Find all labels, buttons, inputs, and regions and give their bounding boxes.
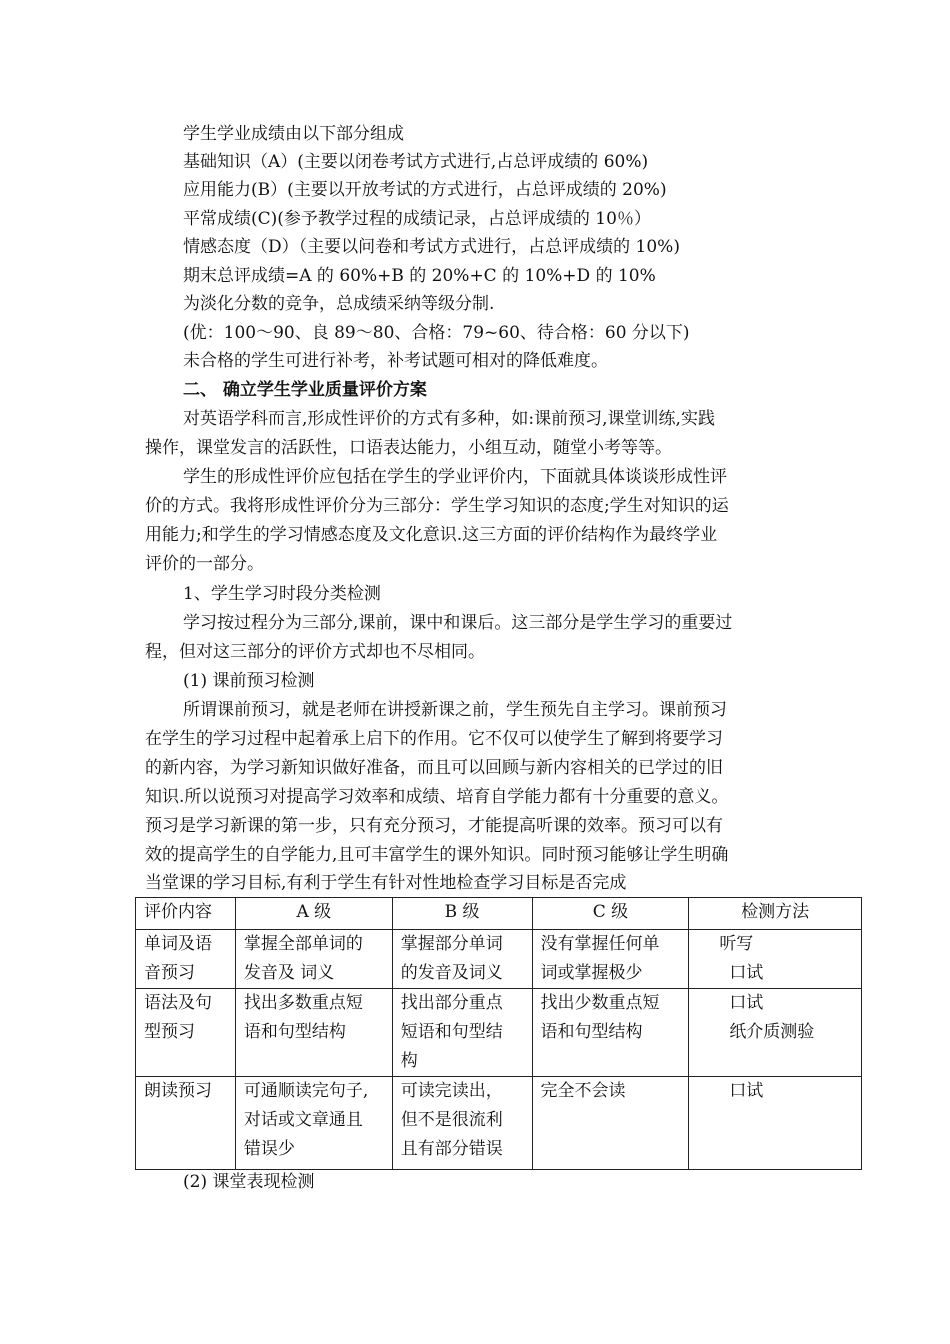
cell-text: 没有掌握任何单 [540, 934, 660, 954]
table-row [136, 1077, 862, 1170]
section-heading: 二、 确立学生学业质量评价方案 [183, 380, 427, 400]
cell-text: 语和句型结构 [243, 1022, 346, 1042]
cell-text: 但不是很流利 [400, 1110, 503, 1130]
text-line: 期末总评成绩=A 的 60%+B 的 20%+C 的 10%+D 的 10% [183, 266, 656, 286]
paragraph-line: 的新内容，为学习新知识做好准备，而且可以回顾与新内容相关的已学过的旧 [145, 758, 723, 778]
cell-text: 发音及 词义 [243, 963, 335, 983]
paragraph-line: 预习是学习新课的第一步，只有充分预习，才能提高听课的效率。预习可以有 [145, 816, 723, 836]
cell-text: 短语和句型结 [400, 1022, 503, 1042]
table-cell [689, 1077, 862, 1170]
cell-text: 听写 [719, 934, 754, 954]
text-line: (优：100～90、良 89～80、合格：79~60、待合格：60 分以下) [183, 323, 690, 343]
table-cell [136, 989, 236, 1077]
table-cell [532, 989, 689, 1077]
table-cell [689, 930, 862, 989]
text-line: 情感态度（D）（主要以问卷和考试方式进行，占总评成绩的 10%) [183, 237, 680, 257]
table-row [136, 989, 862, 1077]
text-line: 平常成绩(C)(参予教学过程的成绩记录，占总评成绩的 10％） [183, 209, 651, 229]
cell-text: 错误少 [243, 1139, 295, 1159]
paragraph-line: 用能力;和学生的学习情感态度及文化意识.这三方面的评价结构作为最终学业 [145, 525, 718, 545]
cell-text: 找出多数重点短 [243, 993, 363, 1013]
text-line: 为淡化分数的竞争，总成绩采纳等级分制. [183, 294, 495, 314]
table-cell [689, 989, 862, 1077]
cell-text: 口试 [729, 963, 764, 983]
cell-text: 找出少数重点短 [540, 993, 660, 1013]
paragraph-line: 当堂课的学习目标,有利于学生有针对性地检查学习目标是否完成 [145, 873, 627, 893]
cell-text: 且有部分错误 [400, 1139, 503, 1159]
cell-text: 型预习 [144, 1022, 195, 1042]
table-row [136, 930, 862, 989]
paragraph-line: 学生的形成性评价应包括在学生的学业评价内，下面就具体谈谈形成性评 [183, 467, 727, 487]
cell-text: 语和句型结构 [540, 1022, 643, 1042]
subsection-heading: (2) 课堂表现检测 [183, 1172, 315, 1192]
text-line: 应用能力(B）(主要以开放考试的方式进行，占总评成绩的 20%) [183, 180, 667, 200]
subsection-heading: 1、学生学习时段分类检测 [183, 584, 381, 604]
cell-text: 词或掌握极少 [540, 963, 643, 983]
paragraph-line: 学习按过程分为三部分,课前，课中和课后。这三部分是学生学习的重要过 [183, 613, 733, 633]
table-header-row [136, 898, 862, 930]
table-cell [235, 1077, 392, 1170]
subsection-heading: (1) 课前预习检测 [183, 671, 315, 691]
cell-text: 口试 [729, 1081, 764, 1101]
text-line: 学生学业成绩由以下部分组成 [183, 124, 404, 144]
cell-text: 可通顺读完句子, [243, 1081, 369, 1101]
paragraph-line: 所谓课前预习，就是老师在讲授新课之前，学生预先自主学习。课前预习 [183, 700, 727, 720]
cell-text: 掌握全部单词的 [243, 934, 363, 954]
table-cell [532, 1077, 689, 1170]
table-header-cell: 评价内容 [136, 898, 236, 930]
cell-text: 找出部分重点 [400, 993, 503, 1013]
cell-text: 音预习 [144, 963, 195, 983]
table-cell [235, 930, 392, 989]
cell-text: 构 [400, 1051, 418, 1071]
cell-text: 口试 [729, 993, 764, 1013]
cell-text: 的发音及词义 [400, 963, 503, 983]
table-cell [392, 930, 532, 989]
cell-text: 对话或文章通且 [243, 1110, 363, 1130]
cell-text: 完全不会读 [540, 1081, 626, 1101]
cell-text: 掌握部分单词 [400, 934, 503, 954]
paragraph-line: 价的方式。我将形成性评价分为三部分：学生学习知识的态度;学生对知识的运 [145, 496, 729, 516]
cell-text: 语法及句 [144, 993, 212, 1013]
paragraph-line: 在学生的学习过程中起着承上启下的作用。它不仅可以使学生了解到将要学习 [145, 729, 723, 749]
paragraph-line: 效的提高学生的自学能力,且可丰富学生的课外知识。同时预习能够让学生明确 [145, 845, 729, 865]
table-cell [235, 989, 392, 1077]
paragraph-line: 对英语学科而言,形成性评价的方式有多种，如:课前预习,课堂训练,实践 [183, 409, 715, 429]
cell-text: 朗读预习 [144, 1081, 212, 1101]
table-cell [392, 989, 532, 1077]
paragraph-line: 程，但对这三部分的评价方式却也不尽相同。 [145, 642, 485, 662]
table-header-cell: B 级 [392, 898, 532, 930]
table-cell [392, 1077, 532, 1170]
cell-text: 单词及语 [144, 934, 212, 954]
text-line: 未合格的学生可进行补考，补考试题可相对的降低难度。 [183, 351, 608, 371]
table-header-cell: C 级 [532, 898, 689, 930]
table-header-cell: 检测方法 [689, 898, 862, 930]
paragraph-line: 评价的一部分。 [145, 554, 264, 574]
cell-text: 纸介质测验 [729, 1022, 815, 1042]
table-cell [532, 930, 689, 989]
table-header-cell: A 级 [235, 898, 392, 930]
cell-text: 可读完读出， [400, 1081, 503, 1101]
table-cell [136, 1077, 236, 1170]
paragraph-line: 知识.所以说预习对提高学习效率和成绩、培育自学能力都有十分重要的意义。 [145, 787, 729, 807]
paragraph-line: 操作，课堂发言的活跃性，口语表达能力，小组互动，随堂小考等等。 [145, 438, 672, 458]
text-line: 基础知识（A）(主要以闭卷考试方式进行,占总评成绩的 60%) [183, 152, 649, 172]
evaluation-table [135, 897, 862, 1170]
table-cell [136, 930, 236, 989]
